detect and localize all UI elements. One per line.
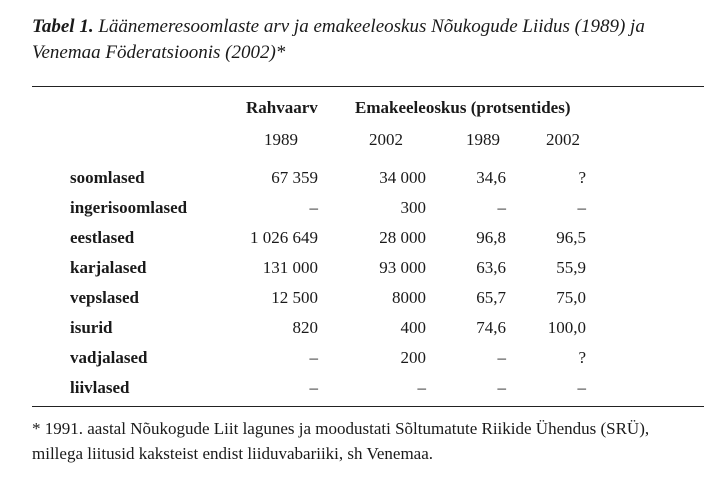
cell-pop1989: 12 500 [271, 288, 318, 307]
table-row [70, 313, 586, 343]
top-rule [32, 86, 704, 87]
cell-pop2002: 400 [400, 318, 426, 337]
cell-lang2002: 96,5 [556, 228, 586, 247]
cell-lang2002: 55,9 [556, 258, 586, 277]
year-population-2002: 2002 [369, 130, 403, 149]
row-label: karjalased [70, 258, 147, 277]
cell-lang1989: 96,8 [476, 228, 506, 247]
table-caption [32, 14, 692, 66]
table-row [70, 373, 586, 403]
row-label: isurid [70, 318, 113, 337]
cell-lang1989: 63,6 [476, 258, 506, 277]
row-label: vadjalased [70, 348, 148, 367]
cell-pop2002: 300 [400, 198, 426, 217]
cell-lang1989: 74,6 [476, 318, 506, 337]
table-row [70, 343, 586, 373]
cell-lang2002: 75,0 [556, 288, 586, 307]
table-row [70, 283, 586, 313]
cell-pop2002: 93 000 [379, 258, 426, 277]
year-language-2002: 2002 [546, 130, 580, 149]
cell-lang1989: – [497, 348, 506, 367]
cell-pop1989: 131 000 [262, 258, 318, 277]
cell-pop2002: 200 [400, 348, 426, 367]
cell-lang2002: ? [578, 348, 586, 367]
cell-pop2002: 34 000 [379, 168, 426, 187]
footnote: * 1991. aastal Nõukogude Liit lagunes ja moodustati Sõltumatute Riikide Ühendus (SRÜ), millega liitusid kaksteist endist liiduvabariiki, sh Venemaa. [32, 419, 650, 463]
cell-pop1989: – [309, 348, 318, 367]
cell-lang1989: 34,6 [476, 168, 506, 187]
row-label: vepslased [70, 288, 139, 307]
cell-pop2002: 8000 [392, 288, 426, 307]
population-table [70, 163, 586, 403]
cell-pop2002: – [417, 378, 426, 397]
table-row [70, 253, 586, 283]
cell-pop1989: – [309, 198, 318, 217]
row-label: liivlased [70, 378, 130, 397]
cell-lang2002: – [577, 378, 586, 397]
cell-pop1989: 1 026 649 [250, 228, 318, 247]
cell-lang1989: – [497, 378, 506, 397]
cell-lang2002: – [577, 198, 586, 217]
row-label: eestlased [70, 228, 135, 247]
year-language-1989: 1989 [466, 130, 500, 149]
header-proficiency: Emakeeleoskus (protsentides) [355, 98, 571, 117]
cell-lang1989: 65,7 [476, 288, 506, 307]
bottom-rule [32, 406, 704, 407]
table-row [70, 193, 586, 223]
year-population-1989: 1989 [264, 130, 298, 149]
row-label: ingerisoomlased [70, 198, 188, 217]
cell-lang2002: ? [578, 168, 586, 187]
table-row [70, 163, 586, 193]
cell-pop1989: – [309, 378, 318, 397]
cell-lang2002: 100,0 [547, 318, 586, 337]
cell-pop1989: 67 359 [271, 168, 318, 187]
caption-label: Tabel 1. [32, 16, 94, 37]
table-row [70, 223, 586, 253]
cell-pop2002: 28 000 [379, 228, 426, 247]
header-population: Rahvaarv [246, 98, 318, 117]
cell-lang1989: – [497, 198, 506, 217]
cell-pop1989: 820 [292, 318, 318, 337]
caption-text: Läänemeresoomlaste arv ja emakeeleoskus Nõukogude Liidus (1989) ja Venemaa Föderatsioonis (2002)* [32, 16, 645, 63]
row-label: soomlased [70, 168, 145, 187]
